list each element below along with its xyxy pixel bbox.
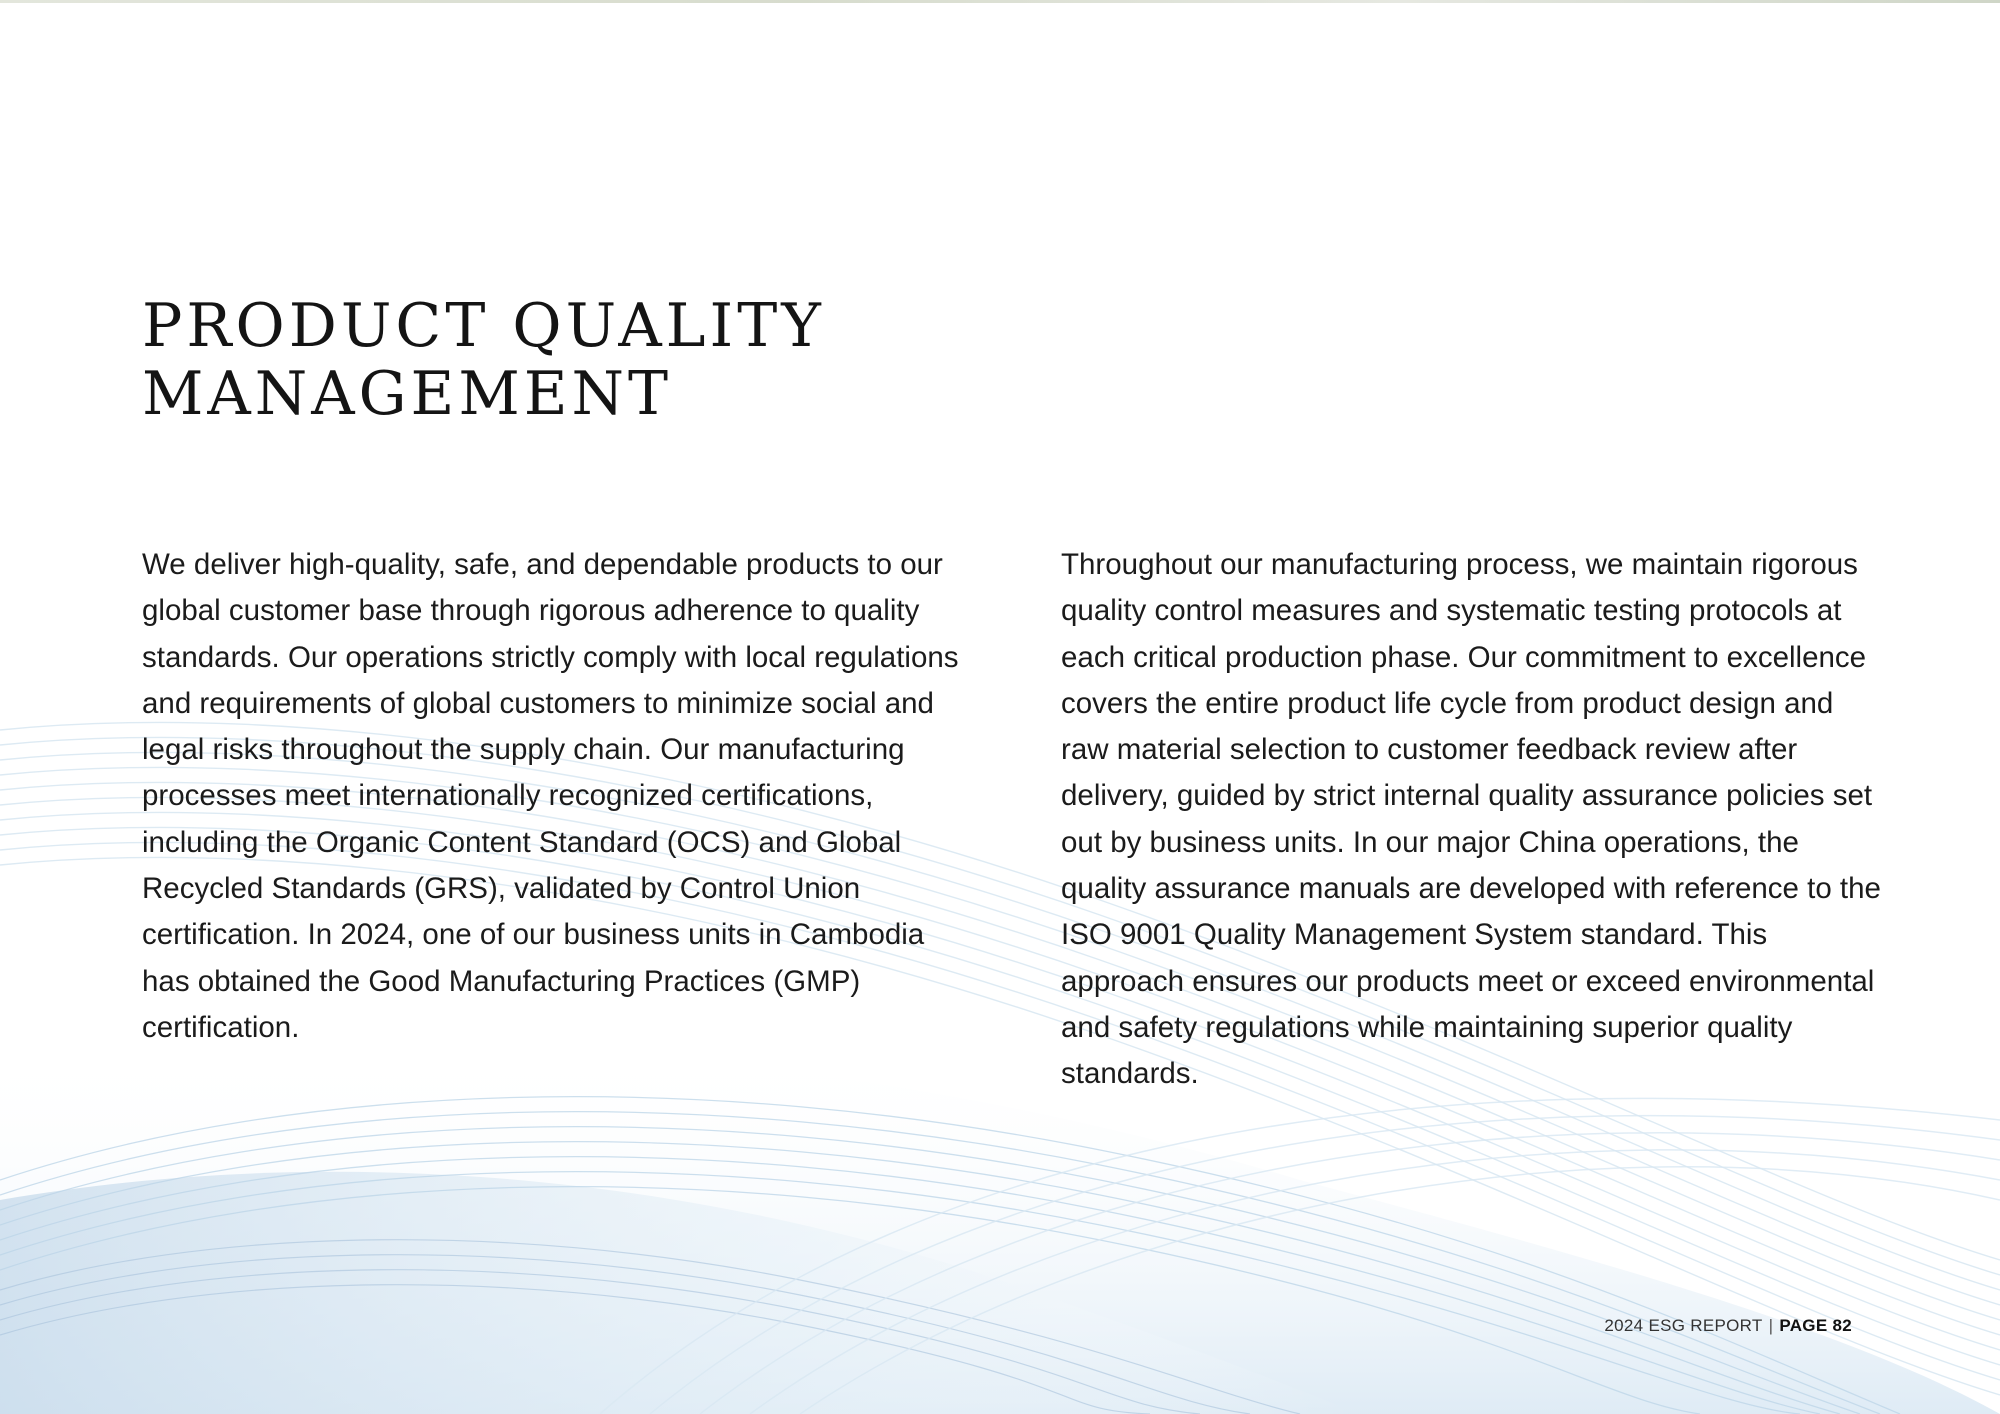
body-paragraph-left: We deliver high-quality, safe, and dependable products to our global customer base through rigorous adherence to quality standards. Our operations strictly comply with local regulations and requirements of global customers to minimize social and legal risks throughout the supply chain. Our manufacturing processes meet internationally recognized certifications, including the Organic Content Standard (OCS) and Global Recycled Standards (GRS), validated by Control Union certification. In 2024, one of our business units in Cambodia has obtained the Good Manufacturing Practices (GMP) certification. <box>142 548 959 1044</box>
footer-separator: | <box>1768 1316 1774 1335</box>
page-title-line-2: MANAGEMENT <box>142 359 673 429</box>
footer-report-label: 2024 ESG REPORT <box>1604 1316 1763 1335</box>
page-title <box>142 292 825 428</box>
footer-page-number: PAGE 82 <box>1779 1316 1852 1335</box>
page-footer <box>1604 1316 1852 1336</box>
body-paragraph-right: Throughout our manufacturing process, we maintain rigorous quality control measures and systematic testing protocols at each critical production phase. Our commitment to excellence covers the entire product life cycle from product design and raw material selection to customer feedback review after delivery, guided by strict internal quality assurance policies set out by business units. In our major China operations, the quality assurance manuals are developed with reference to the ISO 9001 Quality Management System standard. This approach ensures our products meet or exceed environmental and safety regulations while maintaining superior quality standards. <box>1061 548 1881 1091</box>
page-title-line-1: PRODUCT QUALITY <box>142 291 825 361</box>
